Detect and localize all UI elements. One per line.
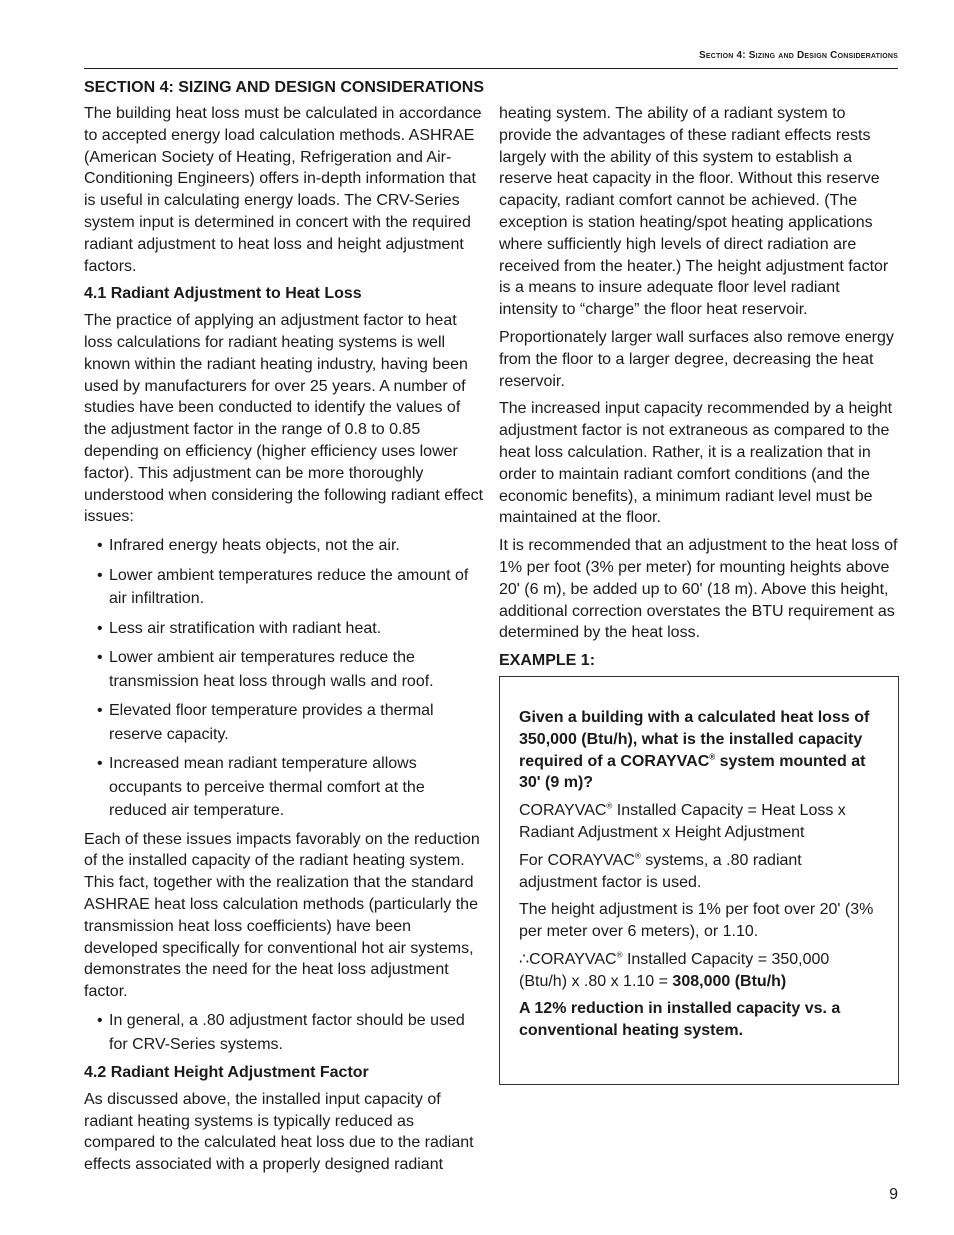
section-title: SECTION 4: SIZING AND DESIGN CONSIDERATIONS (84, 79, 485, 96)
list-item: • Infrared energy heats objects, not the air. (84, 534, 486, 558)
list-item: • Less air stratification with radiant heat. (84, 617, 486, 641)
example-conclusion: A 12% reduction in installed capacity vs. a conventional heating system. (519, 1000, 841, 1040)
list-item: • Lower ambient air temperatures reduce the transmission heat loss through walls and roof. (84, 646, 486, 693)
example-label: EXAMPLE 1: (499, 652, 596, 670)
running-head: Section 4: Sizing and Design Considerations (698, 50, 898, 61)
example-question: Given a building with a calculated heat loss of 350,000 (Btu/h), what is the installed capacity required of a CORAYVAC® system mounted at 30' (9 m)? (519, 708, 870, 792)
increased-capacity-paragraph: The increased input capacity recommended by a height adjustment factor is not extraneous as compared to the heat loss calculation. Rather, it is a realization that in order to maintain radiant comfort conditions (and the economic benefits), a minimum radiant level must be maintained at the floor. (499, 400, 893, 527)
issues-paragraph: Each of these issues impacts favorably on the reduction of the installed capacity of the radiant heating system. This fact, together with the realization that the standard ASHRAE heat loss calculation methods (particularly the transmission heat loss coefficients) have been developed specifically for conventional hot air systems, demonstrates the need for the heat loss adjustment factor. (84, 830, 480, 1001)
right-column (499, 103, 899, 1085)
radiant-effects-list (84, 534, 486, 823)
example-box (499, 676, 899, 1085)
list-item: • In general, a .80 adjustment factor should be used for CRV-Series systems. (84, 1009, 486, 1056)
paragraph-4-1: The practice of applying an adjustment factor to heat loss calculations for radiant heating systems is well known within the radiant heating industry, having been used by manufacturers for over 25 years. A number of studies have been conducted to identify the values of the adjustment factor in the range of 0.8 to 0.85 depending on efficiency (higher efficiency uses lower factor). This adjustment can be more thoroughly understood when considering the following radiant effect issues: (84, 312, 484, 526)
example-height-adjustment: The height adjustment is 1% per foot over 20' (3% per meter over 6 meters), or 1.10. (519, 901, 874, 941)
page-number: 9 (889, 1186, 898, 1203)
example-formula: CORAYVAC® Installed Capacity = Heat Loss x Radiant Adjustment x Height Adjustment (519, 801, 846, 841)
heading-4-1: 4.1 Radiant Adjustment to Heat Loss (84, 285, 362, 303)
example-calculation: ∴CORAYVAC® Installed Capacity = 350,000 (Btu/h) x .80 x 1.10 = 308,000 (Btu/h) (519, 950, 830, 990)
list-item: • Increased mean radiant temperature allows occupants to perceive thermal comfort at the reduced air temperature. (84, 752, 486, 823)
header-rule (84, 68, 898, 69)
continued-paragraph: heating system. The ability of a radiant system to provide the advantages of these radiant effects rests largely with the ability of this system to establish a reserve heat capacity in the floor. Without this reserve capacity, radiant comfort cannot be achieved. (The exception is station heating/spot heating applications where sufficiently high levels of direct radiation are received from the heater.) The height adjustment factor is a means to insure adequate floor level radiant intensity to “charge” the floor heat reservoir. (499, 105, 889, 319)
list-item: • Lower ambient temperatures reduce the amount of air infiltration. (84, 564, 486, 611)
intro-paragraph: The building heat loss must be calculated in accordance to accepted energy load calculation methods. ASHRAE (American Society of Heating, Refrigeration and Air-Conditioning Engineers) offers in-depth information that is useful in calculating energy loads. The CRV-Series system input is determined in concert with the required radiant adjustment to heat loss and height adjustment factors. (84, 105, 482, 275)
heading-4-2: 4.2 Radiant Height Adjustment Factor (84, 1064, 369, 1082)
example-radiant-factor: For CORAYVAC® systems, a .80 radiant adjustment factor is used. (519, 851, 802, 891)
list-item: • Elevated floor temperature provides a thermal reserve capacity. (84, 699, 486, 746)
left-column (84, 103, 486, 1182)
wall-paragraph: Proportionately larger wall surfaces also remove energy from the floor to a larger degree, decreasing the heat reservoir. (499, 328, 894, 390)
general-list (84, 1009, 486, 1056)
recommendation-paragraph: It is recommended that an adjustment to the heat loss of 1% per foot (3% per meter) for mounting heights above 20' (6 m), be added up to 60' (18 m). Above this height, additional correction overstates the BTU requirement as determined by the heat loss. (499, 537, 898, 642)
paragraph-4-2: As discussed above, the installed input capacity of radiant heating systems is typically reduced as compared to the calculated heat loss due to the radiant effects associated with a properly designed radiant (84, 1090, 474, 1174)
